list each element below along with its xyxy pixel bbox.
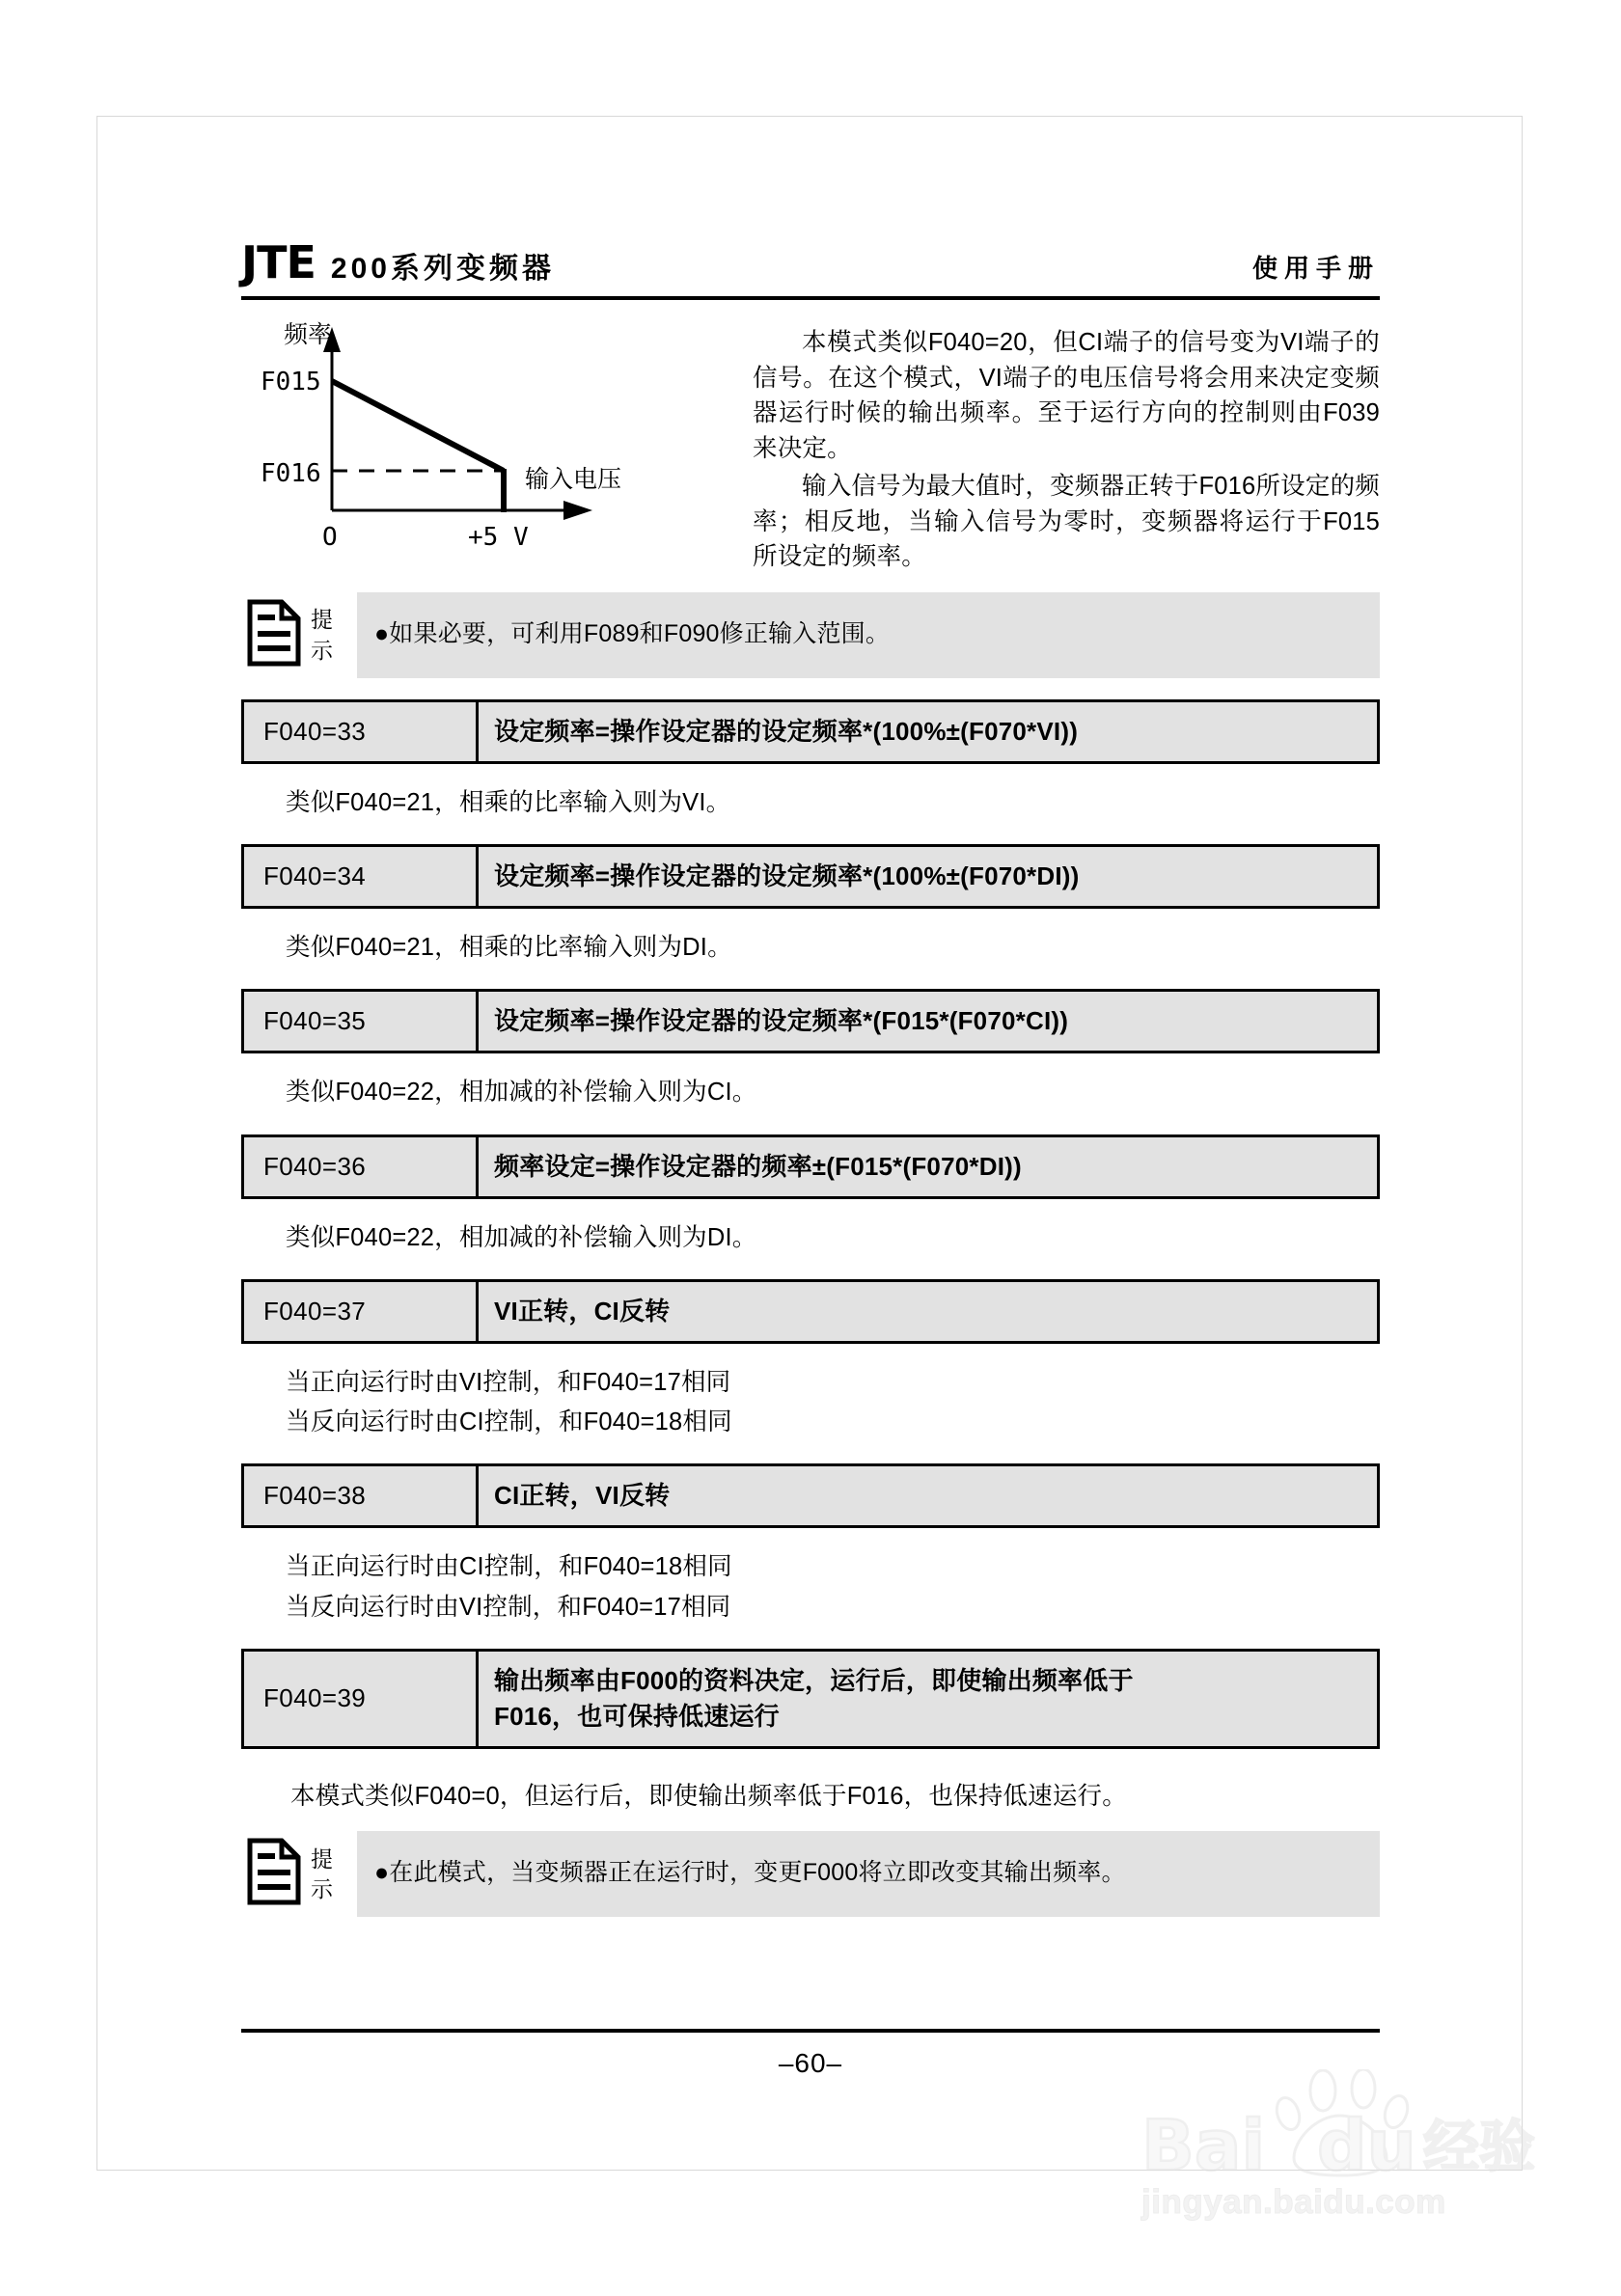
param-row[interactable]: [241, 699, 1380, 764]
origin-label: O: [322, 523, 338, 552]
param-row[interactable]: [241, 844, 1380, 909]
x-axis-arrow: [563, 501, 592, 520]
figure-and-intro-block: [241, 321, 1380, 577]
intro-paragraph-2: 输入信号为最大值时，变频器正转于F016所设定的频率；相反地，当输入信号为零时，变频器将运行于F015所设定的频率。: [753, 472, 1380, 571]
baidu-wordmark-du: du: [1317, 2105, 1416, 2185]
header-left-group: [241, 236, 555, 288]
note-line-1: [258, 615, 275, 620]
header-rule: [241, 296, 1380, 300]
note-line-2: [258, 631, 290, 637]
param-code: F040=37: [244, 1282, 479, 1341]
param-description-block: [494, 1663, 1134, 1735]
param-explanation: [241, 1363, 1380, 1443]
param-code: F040=38: [244, 1466, 479, 1525]
param-description-line: F016，也可保持低速运行: [494, 1701, 780, 1731]
x-max-label: +5 V: [468, 523, 529, 552]
note-line-2: [258, 1870, 290, 1875]
tip-body-1: [357, 592, 1380, 678]
running-header: [241, 217, 1380, 300]
x-axis-label: 输入电压: [525, 465, 622, 493]
baidu-wordmark: Bai: [1141, 2105, 1266, 2185]
param-description: [479, 1466, 1377, 1525]
tip-body-2: [357, 1831, 1380, 1917]
param-explanation: [241, 1218, 1380, 1258]
param-row[interactable]: [241, 989, 1380, 1053]
tip-label-char-2: 示: [311, 637, 333, 663]
intro-paragraph-1: 本模式类似F040=20，但CI端子的信号变为VI端子的信号。在这个模式，VI端子的电压信号将会用来决定变频器运行时候的输出频率。至于运行方向的控制则由F039来决定。: [753, 329, 1380, 463]
tip-label-char-1: 提: [311, 1845, 333, 1872]
tip-marker-2: [241, 1831, 357, 1917]
param-description: [479, 847, 1377, 906]
baidu-watermark-url: jingyan.baidu.com: [1141, 2183, 1446, 2221]
param-code: F040=35: [244, 992, 479, 1051]
note-document-icon-svg: [247, 599, 301, 667]
param-description: [479, 992, 1377, 1051]
param-description-line: 频率设定=操作设定器的频率±(F015*(F070*DI)): [494, 1151, 1022, 1181]
page-content: [241, 217, 1380, 1917]
param-code: F040=33: [244, 702, 479, 761]
note-line-1: [258, 1853, 275, 1859]
param-description: [479, 1282, 1377, 1341]
param-row[interactable]: [241, 1463, 1380, 1528]
param-explanation: [241, 1547, 1380, 1627]
tip-text-1: ●如果必要，可利用F089和F090修正输入范围。: [374, 620, 891, 647]
tip-text-2: ●在此模式，当变频器正在运行时，变更F000将立即改变其输出频率。: [374, 1859, 1126, 1887]
param-description-line: 输出频率由F000的资料决定，运行后，即使输出频率低于: [494, 1665, 1134, 1695]
intro-paragraph-column: [753, 325, 1380, 577]
param-explanation-line: 类似F040=21，相乘的比率输入则为VI。: [286, 788, 731, 816]
param-explanation-line: 类似F040=21，相乘的比率输入则为DI。: [286, 934, 732, 962]
footer-rule: [241, 2029, 1380, 2033]
brand-logo: JTE: [241, 236, 316, 288]
param-description: [479, 1137, 1377, 1196]
header-manual-label: 使用手册: [1251, 254, 1380, 283]
param-explanation: [241, 928, 1380, 968]
param-explanation-line: 类似F040=22，相加减的补偿输入则为DI。: [286, 1223, 757, 1251]
page-number: –60–: [778, 2048, 843, 2078]
param-code: F040=39: [244, 1652, 479, 1746]
param-row[interactable]: [241, 1134, 1380, 1199]
param-explanation: [241, 1073, 1380, 1112]
param-explanation-line: 当正向运行时由CI控制，和F040=18相同: [286, 1553, 732, 1581]
y-axis-label: 频率: [284, 321, 333, 348]
frequency-voltage-figure: [261, 321, 714, 562]
note-document-icon: [247, 1838, 301, 1910]
y-tick-f015-label: F015: [261, 368, 321, 396]
param-code: F040=34: [244, 847, 479, 906]
param-description: [479, 1652, 1377, 1746]
param-description-line: 设定频率=操作设定器的设定频率*(F015*(F070*CI)): [494, 1006, 1069, 1036]
param-row[interactable]: [241, 1279, 1380, 1344]
param-description-line: 设定频率=操作设定器的设定频率*(100%±(F070*VI)): [494, 717, 1079, 746]
y-tick-f016-label: F016: [261, 459, 321, 488]
tip-box-2: [241, 1831, 1380, 1917]
param-description-line: CI正转，VI反转: [494, 1481, 671, 1511]
param-explanation: [241, 783, 1380, 823]
tip-marker-1: [241, 592, 357, 678]
param-explanation-line: 类似F040=22，相加减的补偿输入则为CI。: [286, 1079, 757, 1107]
characteristic-slope-line: [332, 381, 504, 471]
param-explanation-line: 当反向运行时由CI控制，和F040=18相同: [286, 1408, 732, 1436]
note-line-3: [258, 645, 290, 651]
header-series-title: 200系列变频器: [330, 253, 555, 285]
note-line-3: [258, 1884, 290, 1890]
tip-label-1: [311, 605, 333, 665]
param-explanation-line: 当反向运行时由VI控制，和F040=17相同: [286, 1593, 731, 1621]
tip-label-2: [311, 1845, 333, 1904]
param-row[interactable]: [241, 1649, 1380, 1749]
tip-label-char-1: 提: [311, 607, 333, 633]
param-code: F040=36: [244, 1137, 479, 1196]
figure-svg: [261, 321, 714, 562]
param-description-line: 设定频率=操作设定器的设定频率*(100%±(F070*DI)): [494, 861, 1080, 891]
param-description: [479, 702, 1377, 761]
param-explanation-line: 当正向运行时由VI控制，和F040=17相同: [286, 1368, 731, 1396]
note-document-icon: [247, 599, 301, 671]
param-description-line: VI正转，CI反转: [494, 1296, 671, 1326]
closing-paragraph: 本模式类似F040=0，但运行后，即使输出频率低于F016，也保持低速运行。: [290, 1782, 1127, 1810]
tip-label-char-2: 示: [311, 1875, 333, 1901]
baidu-jingyan-label: 经验: [1423, 2114, 1536, 2179]
page-footer: [241, 2029, 1380, 2079]
tip-box-1: [241, 592, 1380, 678]
note-document-icon-svg: [247, 1838, 301, 1905]
